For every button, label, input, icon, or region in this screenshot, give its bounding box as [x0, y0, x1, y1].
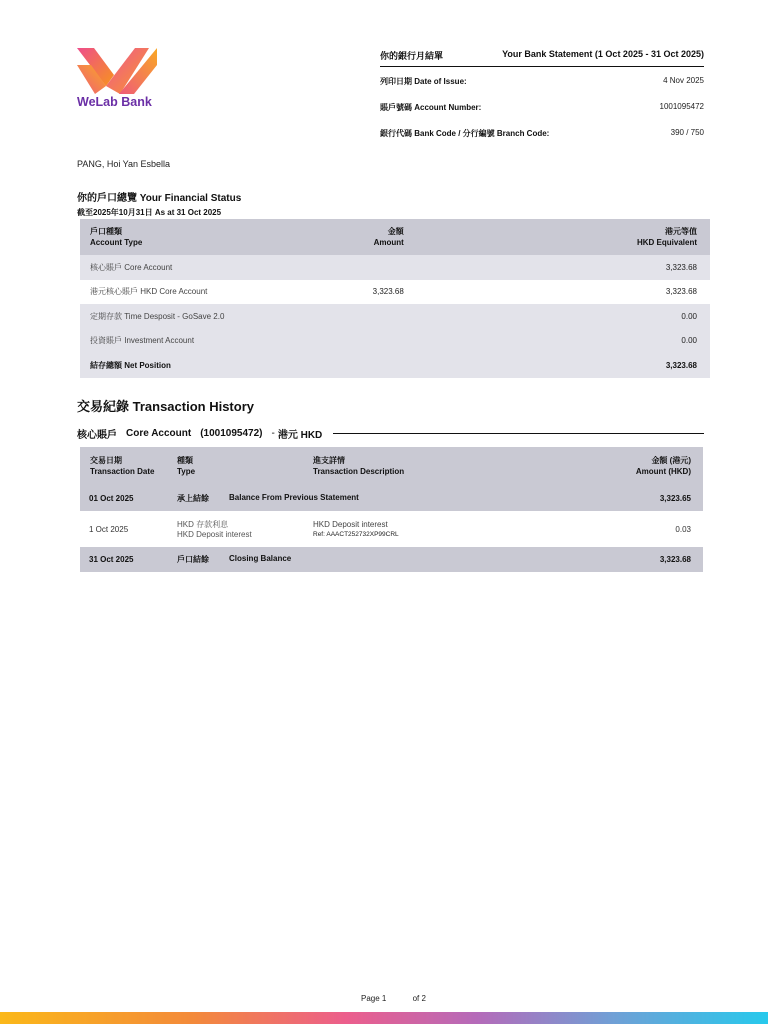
hkd-cell: 3,323.68	[600, 280, 710, 305]
closing-amount: 3,323.68	[538, 547, 703, 572]
col-account-type-zh: 戶口種類	[90, 227, 122, 236]
col-desc-zh: 進支詳情	[313, 456, 345, 465]
financial-status-table	[80, 219, 710, 378]
closing-description: Closing Balance	[229, 554, 292, 563]
col-date-en: Transaction Date	[90, 467, 155, 476]
col-type-en: Type	[177, 467, 196, 476]
issue-date-value: 4 Nov 2025	[663, 76, 704, 85]
opening-type: 承上結餘	[177, 493, 209, 503]
net-position-label: 結存總額 Net Position	[80, 353, 285, 378]
opening-date: 01 Oct 2025	[80, 485, 177, 511]
welab-logo	[77, 48, 159, 112]
closing-balance-row	[80, 547, 703, 572]
amount-cell	[285, 304, 600, 329]
transaction-type-zh: HKD 存款利息	[177, 520, 229, 529]
opening-description: Balance From Previous Statement	[229, 492, 359, 502]
table-row	[80, 329, 710, 354]
col-hkd-zh: 港元等值	[665, 227, 697, 236]
statement-title	[380, 49, 704, 67]
transaction-row	[80, 511, 703, 547]
net-position-row	[80, 353, 710, 378]
closing-type: 戶口結餘	[177, 555, 209, 564]
account-type-cell: 投資賬戶 Investment Account	[80, 329, 285, 354]
col-description	[313, 447, 538, 485]
financial-status-title: 你的戶口總覽 Your Financial Status	[77, 193, 242, 204]
col-hkd-en: HKD Equivalent	[636, 238, 697, 247]
account-number-row	[380, 102, 704, 113]
col-amount-zh: 金額	[387, 227, 404, 236]
transaction-account-zh: 核心賬戶	[77, 430, 117, 441]
col-type-zh: 種類	[177, 456, 193, 465]
table-header-row	[80, 447, 703, 485]
net-position-value: 3,323.68	[600, 353, 710, 378]
transaction-reference: Ref: AAACT252732XP99CRL	[313, 531, 399, 538]
transaction-amount: 0.03	[538, 511, 703, 547]
col-hkd-equivalent	[600, 219, 710, 255]
brand-gradient-bar	[0, 1012, 768, 1024]
opening-type-desc	[177, 485, 538, 511]
heading-divider	[333, 433, 704, 434]
hkd-cell: 0.00	[600, 304, 710, 329]
col-amount-hkd	[538, 447, 703, 485]
welab-logo-icon	[77, 48, 157, 94]
transaction-account-number: (1001095472)	[200, 428, 263, 439]
page-number: Page 1	[361, 994, 387, 1003]
transaction-currency: 港元 HKD	[277, 430, 323, 441]
table-row	[80, 255, 710, 280]
col-account-type-en: Account Type	[90, 238, 143, 247]
col-amount-en: Amount (HKD)	[635, 467, 691, 476]
bank-code-value: 390 / 750	[670, 128, 704, 137]
brand-name: WeLab Bank	[77, 95, 152, 109]
transaction-account-dash: -	[271, 428, 275, 439]
col-date-zh: 交易日期	[90, 456, 122, 465]
account-number-value: 1001095472	[659, 102, 704, 111]
page-total: of 2	[412, 994, 426, 1003]
statement-title-zh: 你的銀行月結單	[380, 51, 444, 61]
amount-cell: 3,323.68	[285, 280, 600, 305]
col-account-type	[80, 219, 285, 255]
amount-cell	[285, 329, 600, 354]
transaction-date: 1 Oct 2025	[80, 511, 177, 547]
bank-code-label: 銀行代碼 Bank Code / 分行編號 Branch Code:	[380, 129, 550, 138]
closing-type-desc	[177, 547, 538, 572]
table-row	[80, 304, 710, 329]
bank-code-row	[380, 128, 704, 139]
transaction-history-title: 交易紀錄 Transaction History	[77, 399, 254, 414]
statement-title-en: Your Bank Statement (1 Oct 2025 - 31 Oct 2025)	[502, 49, 704, 59]
col-desc-en: Transaction Description	[313, 467, 405, 476]
col-type	[177, 447, 313, 485]
col-amount-zh: 金額 (港元)	[651, 456, 691, 465]
col-amount	[285, 219, 600, 255]
hkd-cell: 3,323.68	[600, 255, 710, 280]
issue-date-row	[380, 76, 704, 87]
statement-meta	[380, 49, 704, 139]
account-number-label: 賬戶號碼 Account Number:	[380, 103, 482, 112]
transaction-account-heading	[77, 426, 704, 441]
opening-balance-row	[80, 485, 703, 511]
transaction-type-en: HKD Deposit interest	[177, 530, 252, 539]
account-type-cell: 港元核心賬戶 HKD Core Account	[80, 280, 285, 305]
amount-cell	[285, 255, 600, 280]
col-transaction-date	[80, 447, 177, 485]
opening-amount: 3,323.65	[538, 485, 703, 511]
hkd-cell: 0.00	[600, 329, 710, 354]
account-type-cell: 核心賬戶 Core Account	[80, 255, 285, 280]
net-position-amount	[285, 353, 600, 378]
transaction-type	[177, 511, 313, 547]
transaction-description-text: HKD Deposit interest	[313, 520, 388, 529]
account-type-cell: 定期存款 Time Desposit - GoSave 2.0	[80, 304, 285, 329]
transaction-table	[80, 447, 703, 572]
page-footer	[361, 994, 426, 1003]
transaction-account-en: Core Account	[126, 428, 192, 439]
table-header-row	[80, 219, 710, 255]
financial-status-date: 截至2025年10月31日 As at 31 Oct 2025	[77, 208, 222, 217]
issue-date-label: 列印日期 Date of Issue:	[380, 77, 467, 86]
transaction-description	[313, 511, 538, 547]
closing-date: 31 Oct 2025	[80, 547, 177, 572]
col-amount-en: Amount	[373, 238, 404, 247]
customer-name: PANG, Hoi Yan Esbella	[77, 159, 171, 169]
table-row	[80, 280, 710, 305]
